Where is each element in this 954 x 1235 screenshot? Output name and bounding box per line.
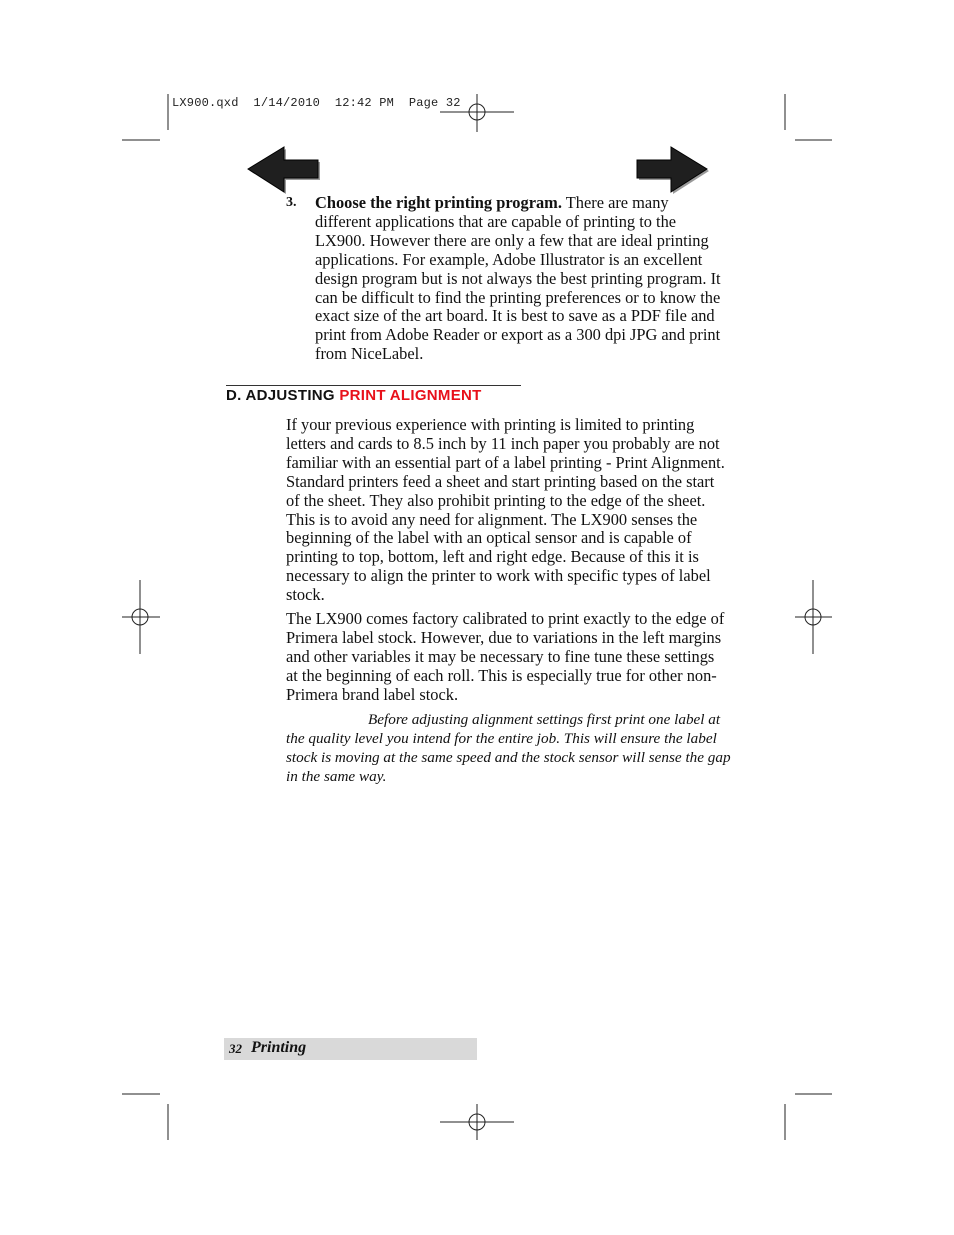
- body-paragraph-2: The LX900 comes factory calibrated to print exactly to the edge of Primera label stock. However, due to variations in the left margins and other variables it may be necessary to fine tune these settings at the beginning of each roll. This is especially true for other non-Primera brand label stock.: [286, 609, 725, 704]
- page-number: 32: [229, 1041, 242, 1056]
- list-item: [286, 194, 726, 364]
- section-heading: [226, 387, 482, 404]
- section-rule: [226, 385, 521, 386]
- section-prefix: D. ADJUSTING: [226, 387, 335, 404]
- item-lead: Choose the right printing program.: [315, 193, 562, 212]
- section-highlight: PRINT ALIGNMENT: [339, 387, 482, 404]
- arrow-left-icon[interactable]: [246, 146, 324, 198]
- arrow-right-icon[interactable]: [633, 146, 711, 198]
- page-footer: [224, 1038, 477, 1060]
- file-slug: LX900.qxd 1/14/2010 12:42 PM Page 32: [172, 96, 461, 110]
- item-body: There are many different applications that are capable of printing to the LX900. However there are only a few that are ideal printing applications. For example, Adobe Illustrator is an excellent design program but is not always the best printing program. It can be difficult to find the printing preferences or to know the exact size of the art board. It is best to save as a PDF file and print from Adobe Reader or export as a 300 dpi JPG and print from NiceLabel.: [315, 193, 721, 364]
- item-number: 3.: [286, 195, 297, 210]
- body-paragraph-1: If your previous experience with printing is limited to printing letters and cards to 8.5 inch by 11 inch paper you probably are not familiar with an essential part of a label printing - Print Alignment. Standard printers feed a sheet and start printing based on the start of the sheet. They also prohibit printing to the edge of the sheet. This is to avoid any need for alignment. The LX900 senses the beginning of the label with an optical sensor and is capable of printing to top, bottom, left and right edge. Because of this it is necessary to align the printer to work with specific types of label stock.: [286, 415, 725, 605]
- footer-section-name: Printing: [251, 1039, 307, 1056]
- note-text: Before adjusting alignment settings first print one label at the quality level you intend for the entire job. This will ensure the label stock is moving at the same speed and the stock sensor will sense the gap in the same way.: [286, 711, 731, 785]
- item-text: [315, 194, 726, 364]
